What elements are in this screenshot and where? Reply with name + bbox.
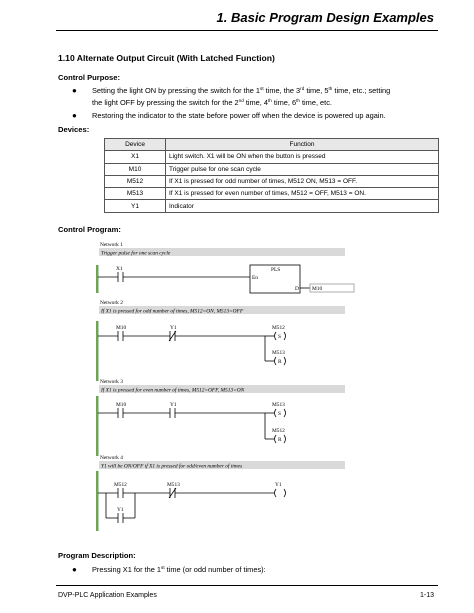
description-bullet-1: ● Pressing X1 for the 1st time (or odd number of times):	[72, 565, 266, 574]
cell-device: M512	[105, 175, 166, 187]
coil-label: M513	[272, 402, 285, 408]
contact-label: M512	[114, 482, 127, 488]
power-rail	[96, 471, 99, 531]
coil-type: R	[278, 359, 282, 365]
bullet-icon: ●	[72, 111, 77, 120]
devices-table	[104, 138, 439, 213]
contact-label: Y1	[170, 325, 177, 331]
table-header-row	[105, 139, 439, 151]
header-rule	[56, 30, 438, 31]
page-number: 1-13	[419, 592, 434, 599]
cell-function: If X1 is pressed for even number of times, M512 = OFF, M513 = ON.	[166, 188, 439, 200]
power-rail	[96, 396, 99, 456]
coil-type: R	[278, 437, 282, 443]
network-comment: Y1 will be ON/OFF if X1 is pressed for odd/even number of times	[101, 463, 243, 470]
pin-en: En	[252, 275, 258, 281]
coil-label: M512	[272, 428, 285, 434]
program-description-heading: Program Description:	[58, 551, 136, 560]
cell-device: X1	[105, 151, 166, 163]
power-rail	[96, 321, 99, 381]
cell-function: If X1 is pressed for odd number of times, M512 ON, M513 = OFF.	[166, 175, 439, 187]
network-label: Network 4	[100, 455, 123, 461]
footer-rule	[56, 585, 438, 586]
coil-type: S	[278, 334, 281, 340]
purpose-bullet-2: ● Restoring the indicator to the state before power off when the device is powered up again.	[72, 111, 386, 120]
pin-d: D	[295, 286, 299, 292]
table-row	[105, 163, 439, 175]
cell-function: Indicator	[166, 200, 439, 212]
contact-label: M513	[167, 482, 180, 488]
network-comment: Trigger pulse for one scan cycle	[101, 250, 171, 257]
network-label: Network 3	[100, 379, 123, 385]
output-operand: M10	[312, 286, 323, 292]
cell-device: M513	[105, 188, 166, 200]
cell-device: M10	[105, 163, 166, 175]
network-comment: If X1 is pressed for odd number of times, M512=ON, M513=OFF	[101, 308, 244, 315]
cell-device: Y1	[105, 200, 166, 212]
contact-label: Y1	[170, 402, 177, 408]
network-label: Network 1	[100, 242, 123, 248]
table-row	[105, 175, 439, 187]
network-label: Network 2	[100, 300, 123, 306]
page-header-title: 1. Basic Program Design Examples	[216, 10, 434, 25]
table-row	[105, 200, 439, 212]
ladder-program	[90, 237, 390, 547]
purpose-bullet-1: ● Setting the light ON by pressing the switch for the 1st time, the 3rd time, 5th time, etc.; setting the light OFF by pressing the switch for the 2nd time, 4th time, 6th time, etc.	[72, 86, 391, 107]
bullet-icon: ●	[72, 86, 77, 95]
contact-label: X1	[116, 266, 123, 272]
contact-label: M10	[116, 402, 127, 408]
coil-type: S	[278, 411, 281, 417]
devices-heading: Devices:	[58, 125, 90, 134]
bullet-icon: ●	[72, 565, 77, 574]
table-row	[105, 151, 439, 163]
power-rail	[96, 265, 99, 293]
coil-label: M513	[272, 350, 285, 356]
control-purpose-heading: Control Purpose:	[58, 73, 121, 82]
contact-label: Y1	[117, 507, 124, 513]
section-title: 1.10 Alternate Output Circuit (With Latched Function)	[58, 53, 275, 63]
col-function: Function	[166, 139, 439, 151]
control-program-heading: Control Program:	[58, 225, 121, 234]
network-comment: If X1 is pressed for even number of times, M512=OFF, M513=ON	[101, 387, 245, 394]
col-device: Device	[105, 139, 166, 151]
function-name: PLS	[271, 267, 281, 273]
coil-label: M512	[272, 325, 285, 331]
table-row	[105, 188, 439, 200]
footer-source: DVP-PLC Application Examples	[58, 592, 157, 599]
coil-label: Y1	[275, 482, 282, 488]
cell-function: Light switch. X1 will be ON when the button is pressed	[166, 151, 439, 163]
contact-label: M10	[116, 325, 127, 331]
cell-function: Trigger pulse for one scan cycle	[166, 163, 439, 175]
